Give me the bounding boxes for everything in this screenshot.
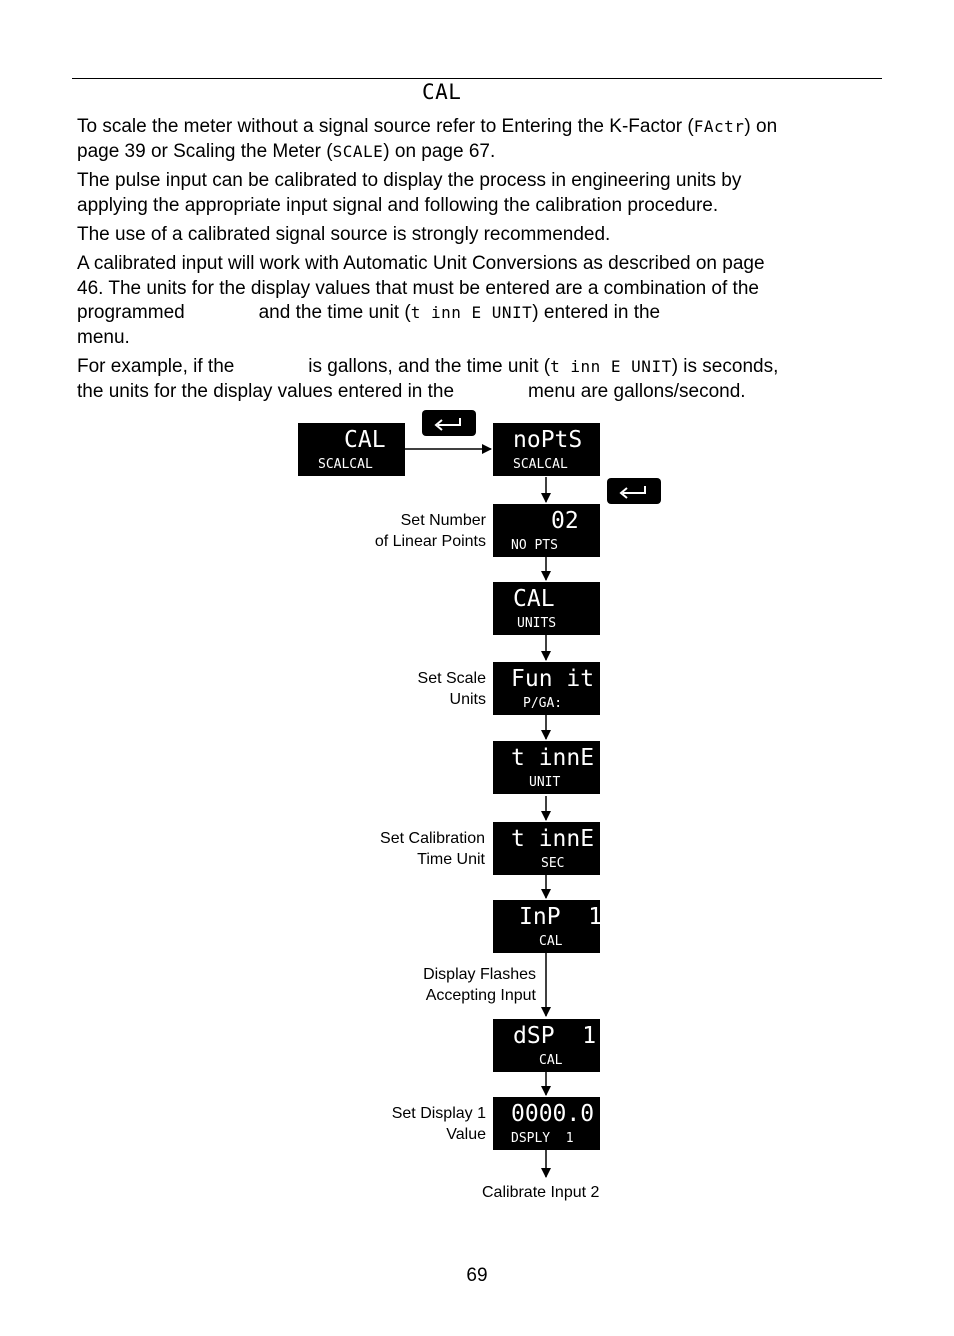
paragraph-2: The pulse input can be calibrated to display the process in engineering units by applying the appropriate input signal and following the calibration procedure.: [77, 170, 742, 216]
display-start-top: CAL: [344, 427, 386, 453]
p1-code-factr: FActr: [693, 117, 745, 136]
enter-button-2: [607, 478, 661, 504]
display-top: Fun it: [511, 666, 595, 692]
p1-text-c: ) on page 67.: [383, 140, 496, 162]
display-top: 02: [551, 508, 579, 534]
label-set-number-of-points: Set Number of Linear Points: [374, 512, 486, 550]
enter-return-icon: [607, 478, 661, 504]
display-bottom: UNITS: [517, 616, 557, 631]
display-step-display-1: [493, 1019, 600, 1072]
enter-button-1: [422, 410, 476, 436]
label-set-scale-units: Set Scale Units: [417, 670, 486, 708]
section-heading-code: CAL: [422, 80, 462, 104]
p1-text-b: ) on page 39 or Scaling the Meter (: [77, 116, 778, 162]
page-number: 69: [466, 1265, 488, 1286]
display-top: CAL: [513, 586, 555, 612]
p4-text-b: ) entered in the menu.: [77, 302, 661, 348]
p4-code-time-unit: t inn E UNIT: [410, 303, 533, 322]
label-set-display-1-value: Set Display 1 Value: [391, 1105, 486, 1143]
p5-text-b: ) is seconds, the units for the display values entered in the menu are gallons/second.: [77, 356, 779, 402]
display-bottom: CAL: [539, 1053, 563, 1068]
display-top: t innE: [511, 826, 595, 852]
display-top: noPtS: [513, 427, 583, 453]
display-step-points: [493, 504, 600, 557]
display-step-nopts: [493, 423, 600, 476]
display-bottom: CAL: [539, 934, 563, 949]
p5-code-time-unit: t inn E UNIT: [550, 357, 672, 376]
label-display-flashes: Display Flashes Accepting Input: [423, 966, 536, 1004]
display-step-time-unit: [493, 741, 600, 794]
display-top: 0000.0: [511, 1101, 595, 1127]
display-step-cal-units: [493, 582, 600, 635]
p4-text-a: A calibrated input will work with Automatic Unit Conversions as described on page 46. The units for the display values that must be entered are a combination of the programmed and the time unit (: [77, 253, 765, 323]
display-bottom: UNIT: [529, 775, 561, 790]
display-step-display-1-value: [493, 1097, 600, 1150]
paragraph-3: The use of a calibrated signal source is strongly recommended.: [77, 224, 611, 245]
label-set-calibration-time-unit: Set Calibration Time Unit: [380, 830, 485, 868]
label-calibrate-input-2: Calibrate Input 2: [482, 1184, 600, 1201]
display-top: dSP 1: [513, 1023, 597, 1049]
display-step-time-sec: [493, 822, 600, 875]
display-bottom: NO PTS: [511, 538, 558, 553]
enter-return-icon: [422, 410, 476, 436]
p1-code-scale: SCALE: [332, 141, 384, 161]
display-step-input-1: [493, 900, 603, 953]
display-bottom: SCALCAL: [513, 457, 568, 472]
display-top: InP 1: [519, 904, 603, 930]
display-top: t innE: [511, 745, 595, 771]
display-start-cal: [298, 423, 405, 476]
p5-text-a: For example, if the is gallons, and the time unit (: [77, 356, 551, 377]
display-bottom: SEC: [541, 856, 565, 871]
p1-text-a: To scale the meter without a signal source refer to Entering the K-Factor (: [77, 116, 694, 137]
display-start-bottom: SCALCAL: [318, 457, 373, 472]
display-step-scale-units: [493, 662, 600, 715]
display-bottom: P/GA:: [523, 696, 563, 711]
display-bottom: DSPLY 1: [511, 1131, 574, 1146]
